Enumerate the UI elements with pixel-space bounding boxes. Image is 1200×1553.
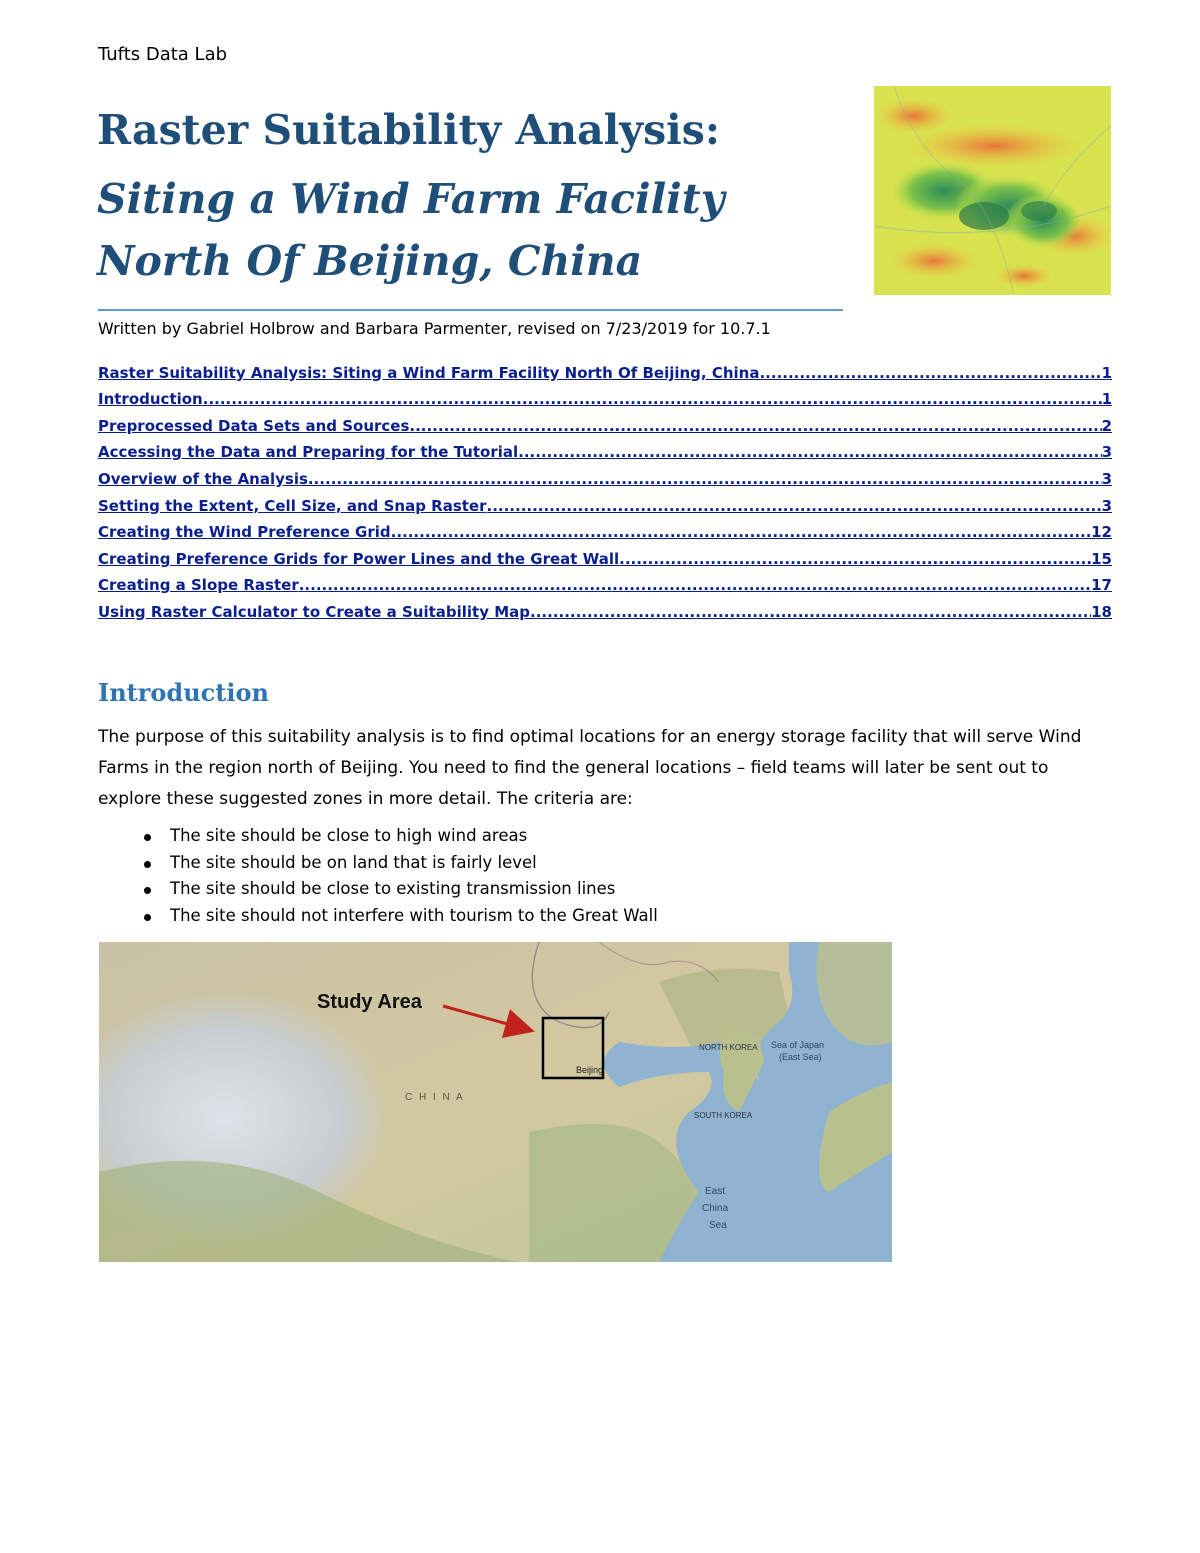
criteria-item: The site should be on land that is fairly level: [144, 853, 658, 880]
toc-leader: [391, 523, 1092, 541]
map-label-china: C H I N A: [405, 1092, 465, 1103]
criteria-item: The site should be close to high wind areas: [144, 826, 658, 853]
toc-entry-title[interactable]: Creating a Slope Raster: [98, 576, 299, 595]
map-label-east-sea: (East Sea): [779, 1052, 822, 1062]
running-header: Tufts Data Lab: [98, 44, 228, 65]
table-of-contents: [98, 355, 1112, 621]
byline: Written by Gabriel Holbrow and Barbara Parmenter, revised on 7/23/2019 for 10.7.1: [98, 319, 771, 338]
map-label-beijing: Beijing: [576, 1065, 604, 1075]
toc-entry-page[interactable]: 1: [1101, 390, 1112, 409]
toc-entry[interactable]: [98, 541, 1112, 568]
study-area-map: [99, 942, 892, 1262]
toc-leader: [409, 417, 1101, 435]
toc-entry-title[interactable]: Raster Suitability Analysis: Siting a Wind Farm Facility North Of Beijing, China: [98, 363, 760, 382]
toc-entry-page[interactable]: 2: [1101, 416, 1112, 435]
toc-leader: [619, 550, 1091, 568]
document-title: Raster Suitability Analysis:: [97, 106, 720, 154]
map-label-sea-of-japan: Sea of Japan: [771, 1040, 825, 1050]
toc-leader: [487, 497, 1102, 515]
criteria-item: The site should be close to existing transmission lines: [144, 879, 658, 906]
title-underline: [98, 309, 843, 311]
toc-entry-page[interactable]: 3: [1101, 443, 1112, 462]
toc-entry[interactable]: [98, 594, 1112, 621]
toc-leader: [518, 443, 1101, 461]
toc-entry-title[interactable]: Accessing the Data and Preparing for the Tutorial: [98, 443, 519, 462]
toc-entry[interactable]: [98, 408, 1112, 435]
toc-entry-title[interactable]: Creating the Wind Preference Grid: [98, 523, 391, 542]
toc-entry-page[interactable]: 1: [1101, 363, 1112, 382]
toc-entry-page[interactable]: 12: [1091, 523, 1112, 542]
map-label-north-korea: NORTH KOREA: [699, 1043, 758, 1052]
toc-entry-title[interactable]: Introduction: [98, 390, 203, 409]
section-heading-introduction: Introduction: [98, 678, 269, 707]
toc-leader: [759, 364, 1101, 382]
wind-raster-thumbnail: [874, 86, 1111, 295]
toc-entry-title[interactable]: Preprocessed Data Sets and Sources: [98, 416, 410, 435]
map-label-sea: Sea: [709, 1220, 727, 1231]
document-subtitle: Siting a Wind Farm Facility North Of Beijing, China: [97, 175, 725, 285]
toc-entry[interactable]: [98, 568, 1112, 595]
toc-entry-title[interactable]: Overview of the Analysis: [98, 469, 308, 488]
toc-entry[interactable]: [98, 488, 1112, 515]
toc-leader: [308, 470, 1102, 488]
toc-entry[interactable]: [98, 382, 1112, 409]
toc-entry-page[interactable]: 3: [1101, 496, 1112, 515]
map-label-east: East: [705, 1186, 726, 1197]
toc-entry-title[interactable]: Using Raster Calculator to Create a Suitability Map: [98, 602, 530, 621]
study-area-label: Study Area: [317, 991, 422, 1013]
toc-entry[interactable]: [98, 461, 1112, 488]
toc-entry[interactable]: [98, 515, 1112, 542]
intro-paragraph: The purpose of this suitability analysis is to find optimal locations for an energy storage facility that will serve Wind Farms in the region north of Beijing. You need to find the general locations – field teams will later be sent out to explore these suggested zones in more detail. The criteria are:: [98, 727, 1082, 809]
toc-entry-page[interactable]: 3: [1101, 469, 1112, 488]
map-label-china-sea: China: [702, 1203, 729, 1214]
toc-entry-title[interactable]: Creating Preference Grids for Power Lines and the Great Wall: [98, 549, 620, 568]
toc-entry-page[interactable]: 17: [1091, 576, 1112, 595]
map-label-south-korea: SOUTH KOREA: [694, 1111, 753, 1120]
toc-leader: [203, 390, 1102, 408]
toc-leader: [530, 603, 1091, 621]
toc-entry-page[interactable]: 18: [1091, 602, 1112, 621]
criteria-item: The site should not interfere with tourism to the Great Wall: [144, 906, 658, 933]
toc-entry[interactable]: [98, 355, 1112, 382]
toc-entry-title[interactable]: Setting the Extent, Cell Size, and Snap Raster: [98, 496, 487, 515]
toc-entry[interactable]: [98, 435, 1112, 462]
criteria-list: [144, 826, 658, 932]
toc-entry-page[interactable]: 15: [1091, 549, 1112, 568]
toc-leader: [299, 576, 1091, 594]
